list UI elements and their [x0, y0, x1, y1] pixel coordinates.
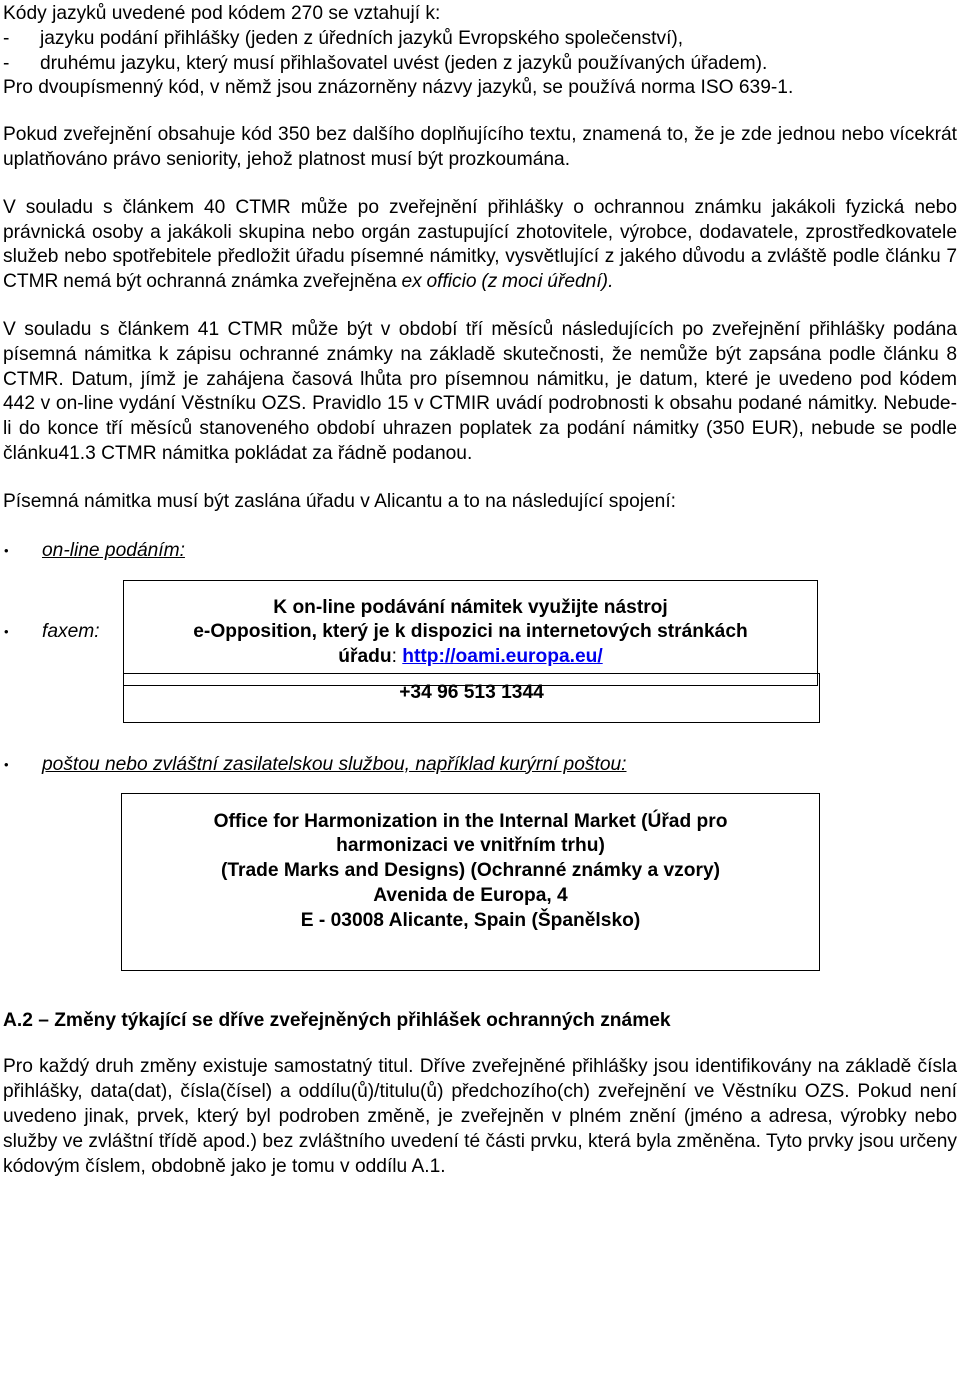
address-line-5: E - 03008 Alicante, Spain (Španělsko): [300, 909, 641, 931]
language-item-2-text: druhému jazyku, který musí přihlašovatel uvést (jeden z jazyků používaných úřadem).: [40, 52, 768, 74]
sending-instructions: Písemná námitka musí být zaslána úřadu v Alicantu a to na následující spojení:: [3, 490, 677, 512]
fax-number-box: [123, 673, 820, 723]
fax-number: +34 96 513 1344: [399, 681, 544, 703]
article-40-text: V souladu s článkem 40 CTMR může po zveřejnění přihlášky o ochrannou známku jakákoli fyzická nebo právnická osoby a jakákoli skupina nebo orgán zastupující zhotovitele, výrobce, dodavatele, zprostředkovatele služeb nebo spotřebitele předložit úřadu písemné námitky, vysvětlující z jakého důvodu a zvláště podle článku 7 CTMR nemá být ochranná známka zveřejněna: [3, 196, 957, 293]
address-line-2: harmonizaci ve vnitřním trhu): [336, 835, 605, 857]
article-40-italic: ex officio (z moci úřední).: [401, 271, 614, 293]
online-submission-item: [3, 539, 957, 564]
address-line-3: (Trade Marks and Designs) (Ochranné známky a vzory): [220, 860, 721, 882]
office-word: úřadu: [338, 646, 392, 668]
postal-address-box: [121, 793, 820, 971]
language-item-2: [3, 52, 957, 77]
online-box-line-3: [124, 645, 817, 670]
online-box-line-2: e-Opposition, který je k dispozici na internetových stránkách: [193, 621, 748, 643]
bullet-icon: •: [4, 542, 9, 558]
online-box-line-1: K on-line podávání námitek využijte nástroj: [273, 596, 668, 618]
bullet-icon: •: [4, 756, 9, 772]
list-dash: -: [3, 27, 10, 49]
fax-label: faxem:: [42, 620, 100, 642]
postal-item: [3, 753, 957, 778]
online-submission-box: [123, 580, 818, 686]
seniority-paragraph: Pokud zveřejnění obsahuje kód 350 bez dalšího doplňujícího textu, znamená to, že je zde jednou nebo vícekrát uplatňováno právo seniority, jehož platnost musí být prozkoumána.: [3, 124, 957, 170]
section-a2-text: Pro každý druh změny existuje samostatný titul. Dříve zveřejněné přihlášky jsou identifikovány na základě čísla přihlášky, data(dat), čísla(čísel) a oddílu(ů)/titulu(ů) předchozího(ch) zveřejnění ve Věstníku OZS. Pokud není uvedeno jinak, prvek, který byl podroben změně, je zveřejněn v plném znění (jméno a adresa, výrobky nebo služby ve zvláštní třídě apod.) bez zvláštního uvedení té části prvku, která byla změněna. Tyto prvky jsou určeny kódovým číslem, obdobně jako je tomu v oddílu A.1.: [3, 1056, 957, 1177]
list-dash: -: [3, 52, 10, 74]
address-line-1: Office for Harmonization in the Internal Market (Úřad pro: [213, 810, 728, 832]
colon-separator: :: [391, 646, 403, 668]
section-a2-title: A.2 – Změny týkající se dříve zveřejněných přihlášek ochranných známek: [3, 1009, 671, 1031]
article-40-paragraph: [3, 196, 957, 295]
bullet-icon: •: [4, 623, 9, 639]
language-codes-section: [3, 0, 957, 101]
address-line-4: Avenida de Europa, 4: [373, 884, 568, 906]
online-submission-label: on-line podáním:: [42, 539, 185, 561]
iso-standard-note: Pro dvoupísmenný kód, v němž jsou znázorněny názvy jazyků, se používá norma ISO 639-1.: [3, 77, 794, 99]
postal-label: poštou nebo zvláštní zasilatelskou službou, například kurýrní poštou:: [42, 753, 627, 775]
language-item-1-text: jazyku podání přihlášky (jeden z úředních jazyků Evropského společenství),: [40, 27, 684, 49]
article-41-paragraph: V souladu s článkem 41 CTMR může být v období tří měsíců následujících po zveřejnění přihlášky podána písemná námitka k zápisu ochranné známky na základě skutečnosti, že nemůže být zapsána podle článku 8 CTMR. Datum, jímž je zahájena časová lhůta pro písemnou námitku, je datum, které je uvedeno pod kódem 442 v on-line vydání Věstníku OZS. Pravidlo 15 v CTMIR uvádí podrobnosti k obsahu podané námitky. Nebude-li do konce tří měsíců stanoveného období uhrazen poplatek za podání námitky (350 EUR), nebude se podle článku41.3 CTMR námitka pokládat za řádně podanou.: [3, 318, 957, 464]
oami-website-link[interactable]: http://oami.europa.eu/: [402, 646, 603, 668]
language-codes-heading: Kódy jazyků uvedené pod kódem 270 se vztahují k:: [3, 3, 441, 24]
language-item-1: [3, 27, 957, 52]
